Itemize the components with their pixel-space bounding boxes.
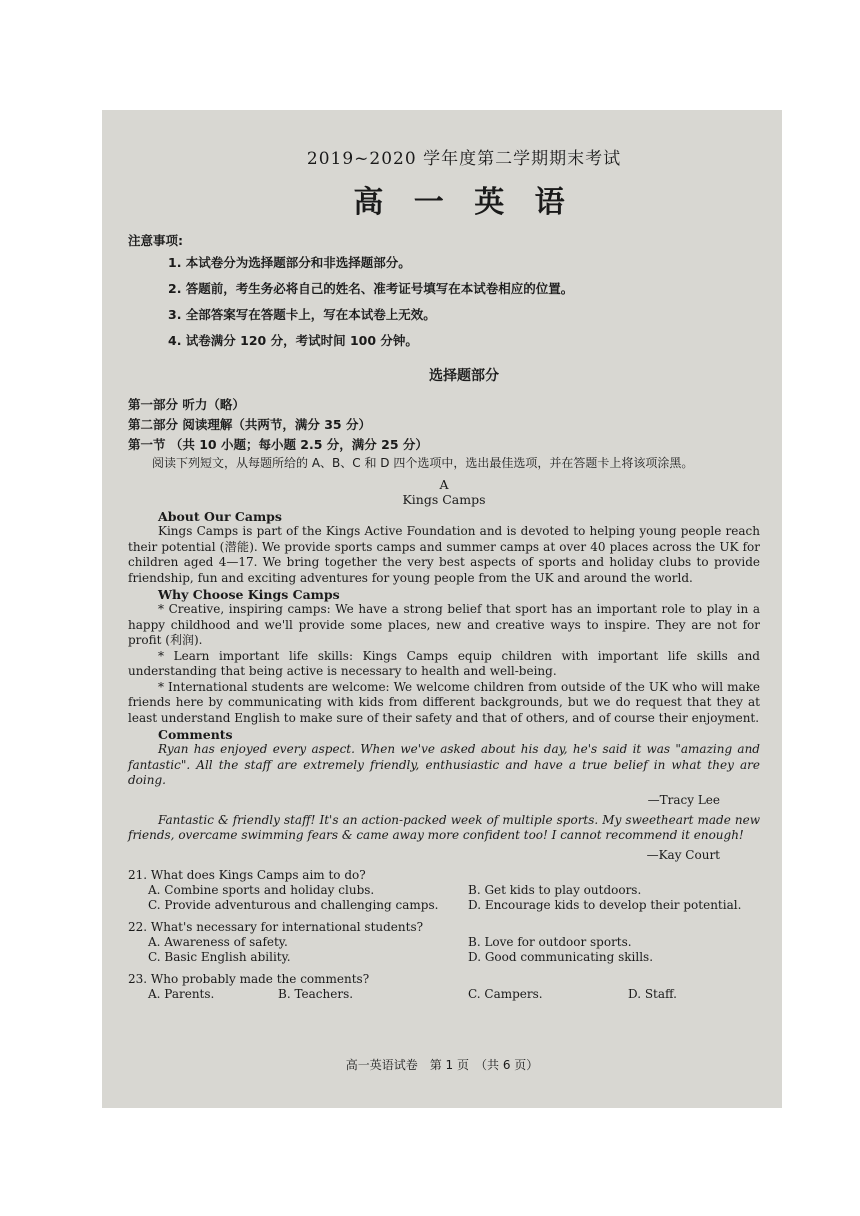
- option-c: C. Provide adventurous and challenging camps.: [148, 898, 439, 912]
- notice-list: [168, 253, 760, 349]
- option-d: D. Encourage kids to develop their potential.: [468, 898, 742, 912]
- exam-sheet: [102, 110, 782, 1108]
- passage-title: Kings Camps: [402, 492, 486, 507]
- comment-paragraph: Fantastic & friendly staff! It's an action-packed week of multiple sports. My sweetheart made new friends, overcame swimming fears & came away more confident too! I cannot recommend it enough!: [128, 812, 760, 842]
- question-options: [148, 935, 760, 966]
- exam-subject-title: 高 一 英 语: [353, 185, 575, 220]
- option-c: C. Campers.: [468, 986, 543, 1001]
- option-a: A. Parents.: [148, 986, 215, 1001]
- notice-item: 2. 答题前，考生务必将自己的姓名、准考证号填写在本试卷相应的位置。: [168, 281, 574, 296]
- comment-signature: —Kay Court: [646, 847, 720, 862]
- option-d: D. Staff.: [628, 986, 677, 1001]
- why-item: * Creative, inspiring camps: We have a strong belief that sport has an important role to play in a happy childhood and we'll provide some places, new and creative ways to inspire. They are not for profit (利润).: [128, 602, 760, 647]
- notice-title: 注意事项:: [128, 233, 183, 248]
- comment-paragraph: Ryan has enjoyed every aspect. When we've asked about his day, he's said it was "amazing and fantastic". All the staff are extremely friendly, enthusiastic and have a true belief in what they are doing.: [128, 742, 760, 787]
- why-item: * Learn important life skills: Kings Camps equip children with important life skills and understanding that being active is necessary to health and well-being.: [128, 648, 760, 678]
- comment-signature: —Tracy Lee: [647, 792, 720, 807]
- notice-item: 3. 全部答案写在答题卡上，写在本试卷上无效。: [168, 307, 436, 322]
- option-b: B. Teachers.: [278, 986, 354, 1001]
- notice-item: 4. 试卷满分 120 分，考试时间 100 分钟。: [168, 333, 418, 348]
- option-b: B. Get kids to play outdoors.: [468, 882, 642, 897]
- page-footer: 高一英语试卷 第 1 页 （共 6 页）: [345, 1058, 539, 1072]
- comments-heading: Comments: [158, 727, 233, 742]
- about-paragraph: Kings Camps is part of the Kings Active Foundation and is devoted to helping young people reach their potential (潜能). We provide sports camps and summer camps at over 40 places across the UK for children aged 4—17. We bring together the very best aspects of sports and holiday clubs to provide friendship, fun and exciting adventures for young people from the UK and around the world.: [128, 524, 760, 585]
- subsection-one-heading: 第一节 （共 10 小题；每小题 2.5 分，满分 25 分）: [128, 437, 428, 452]
- exam-year-line: 2019~2020 学年度第二学期期末考试: [306, 149, 622, 169]
- option-d: D. Good communicating skills.: [468, 950, 654, 964]
- why-heading: Why Choose Kings Camps: [158, 587, 340, 602]
- reading-instruction: 阅读下列短文，从每题所给的 A、B、C 和 D 四个选项中，选出最佳选项，并在答题卡上将该项涂黑。: [152, 456, 694, 470]
- option-a: A. Awareness of safety.: [148, 934, 288, 949]
- section-title: 选择题部分: [429, 368, 499, 384]
- option-b: B. Love for outdoor sports.: [468, 934, 632, 949]
- passage-letter: A: [439, 477, 449, 492]
- question-options: [148, 883, 760, 914]
- why-item: * International students are welcome: We welcome children from outside of the UK who will make friends here by communicating with kids from different backgrounds, but we do request that they at least understand English to make sure of their safety and that of others, and of course their enjoyment.: [128, 679, 760, 725]
- question-stem: 21. What does Kings Camps aim to do?: [128, 867, 366, 882]
- question-stem: 22. What's necessary for international students?: [128, 919, 424, 934]
- option-c: C. Basic English ability.: [148, 950, 291, 964]
- notice-item: 1. 本试卷分为选择题部分和非选择题部分。: [168, 255, 411, 270]
- question-stem: 23. Who probably made the comments?: [128, 971, 370, 986]
- part-one-heading: 第一部分 听力（略）: [128, 397, 245, 412]
- part-two-heading: 第二部分 阅读理解（共两节，满分 35 分）: [128, 417, 371, 432]
- about-heading: About Our Camps: [158, 509, 282, 524]
- question-options: [148, 987, 760, 1003]
- option-a: A. Combine sports and holiday clubs.: [148, 882, 375, 897]
